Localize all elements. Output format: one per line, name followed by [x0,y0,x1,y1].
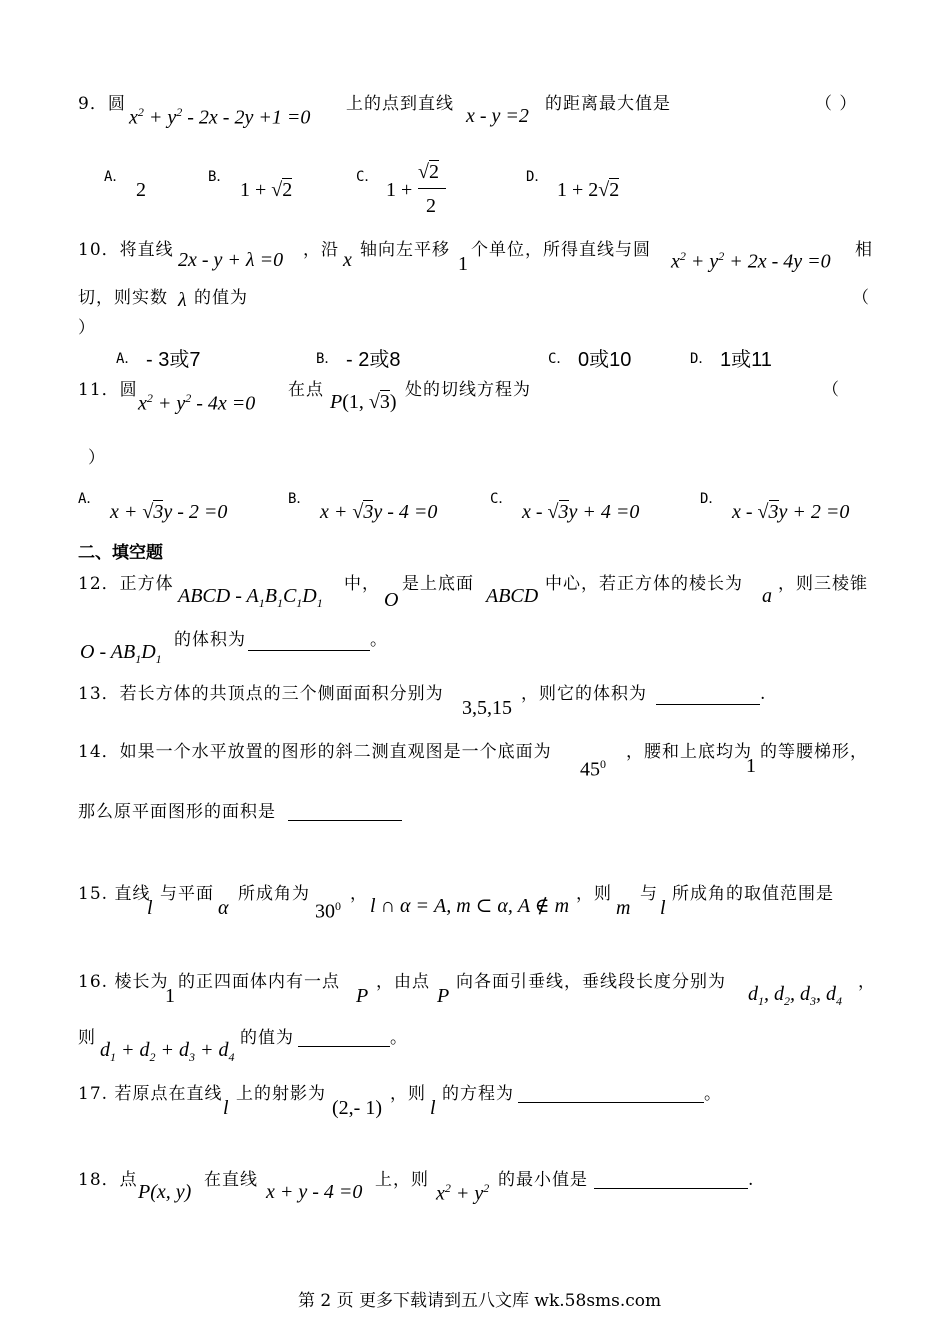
q10-stem-a: 10．将直线 [78,240,174,260]
q9-option-c-fraction-bar [418,188,446,189]
q11-option-a-label: A． [78,491,101,507]
q12-answer-blank[interactable] [248,650,370,651]
q12-end: 。 [370,630,388,650]
q11-option-d: x - √3y + 2 =0 [732,501,850,523]
q12-pyramid: O - $AB_1D_1$ [80,641,162,666]
q15-alpha: α [218,897,229,919]
q13-stem-b: ，则它的体积为 [521,684,647,704]
q10-stem-f: 切，则实数 [78,288,168,308]
q18-stem-d: 的最小值是 [498,1170,588,1190]
q15-m: m [616,897,631,919]
q10-line: 2x - y + λ =0 [178,249,284,271]
q17-line-l: l [223,1097,229,1119]
q13-answer-blank[interactable] [656,704,760,705]
q17-line-l2: l [430,1097,436,1119]
q16-point-p2: P [437,985,450,1007]
q14-stem-c: 的等腰梯形， [760,742,868,762]
q15-line-l: l [147,897,153,919]
q9-stem-b: 上的点到直线 [346,94,454,114]
q9-option-b-label: B． [208,169,231,185]
q9-stem-a: 9．圆 [78,94,126,114]
q12-cube: ABCD - $A_1B_1C_1D_1$ [178,585,323,610]
q16-end: 。 [390,1028,408,1048]
q10-stem-g: 的值为 [194,288,248,308]
q16-stem-e: ， [858,972,876,992]
q11-option-a: x + √3y - 2 =0 [110,501,228,523]
q15-stem-d: ，则 [576,884,612,904]
q10-option-d: 1或11 [720,349,772,371]
q10-paren-open: （ [852,288,870,308]
q15-stem-e: 与 [640,884,658,904]
q9-option-c-denominator: 2 [426,195,436,217]
q18-line: x + y - 4 =0 [266,1181,363,1203]
q10-stem-b: ，沿 [303,240,339,260]
q14-angle: $45^0$ [580,757,606,781]
q10-option-a: - 3或7 [146,349,201,371]
q15-stem-c: 所成角为 [238,884,310,904]
q18-end: . [748,1170,755,1190]
q18-expression: $x^2 + y^2$ [436,1181,490,1205]
q10-stem-e: 相 [855,240,873,260]
q12-edge-a: a [762,585,772,607]
q9-paren: （ ） [815,94,858,114]
q17-stem-b: 上的射影为 [236,1084,326,1104]
q16-stem-c: ，由点 [376,972,430,992]
q14-stem-d: 那么原平面图形的面积是 [78,802,276,822]
q11-point: P(1, √3) [330,391,397,413]
q10-stem-d: 个单位，所得直线与圆 [471,240,651,260]
q9-option-c-label: C． [356,169,379,185]
q12-stem-a: 12．正方体 [78,574,174,594]
q11-equation: $x^2 + y^2 - 4x =0$ [138,391,256,415]
q17-answer-blank[interactable] [518,1102,704,1103]
q11-stem-c: 处的切线方程为 [405,380,531,400]
section-title: 二、填空题 [78,543,163,563]
q16-stem-b: 的正四面体内有一点 [178,972,340,992]
q17-point: (2,- 1) [332,1097,382,1119]
q9-option-d: 1 + 2√2 [557,179,620,201]
q16-stem-d: 向各面引垂线，垂线段长度分别为 [456,972,726,992]
q11-stem-b: 在点 [288,380,324,400]
q11-option-c: x - √3y + 4 =0 [522,501,640,523]
q11-paren-close: ） [88,448,106,468]
q15-comma: ， [350,884,368,904]
q11-option-b: x + √3y - 4 =0 [320,501,438,523]
q10-option-c-label: C． [548,351,571,367]
q10-option-d-label: D． [690,351,713,367]
q17-end: 。 [704,1084,722,1104]
q16-stem-g: 的值为 [240,1028,294,1048]
q9-equation: $x^2 + y^2 - 2x - 2y +1 =0$ [129,105,311,129]
q15-stem-a: 15. 直线 [78,884,151,904]
q14-stem-a: 14．如果一个水平放置的图形的斜二测直观图是一个底面为 [78,742,552,762]
page-footer: 第 2 页 更多下载请到五八文库 wk.58sms.com [298,1291,662,1311]
q12-stem-c: 是上底面 [402,574,474,594]
q9-option-a-label: A． [104,169,127,185]
q11-option-c-label: C． [490,491,513,507]
q16-distances: $d_1$, $d_2$, $d_3$, $d_4$ [748,983,842,1008]
q12-stem-e: ，则三棱锥 [778,574,868,594]
q12-stem-d: 中心，若正方体的棱长为 [545,574,743,594]
q10-option-c: 0或10 [578,349,632,371]
q9-option-a: 2 [136,179,146,201]
q10-circle: $x^2 + y^2 + 2x - 4y =0$ [671,249,831,273]
q16-sum: $d_1 + d_2 + d_3 + d_4$ [100,1039,235,1064]
q10-num: 1 [458,253,468,275]
q9-line: x - y =2 [466,105,529,127]
q18-point: P(x, y) [138,1181,192,1203]
q16-stem-a: 16. 棱长为 [78,972,169,992]
q15-stem-f: 所成角的取值范围是 [672,884,834,904]
q11-option-d-label: D． [700,491,723,507]
q12-stem-b: 中， [344,574,380,594]
q18-stem-b: 在直线 [204,1170,258,1190]
q9-option-c-int: 1 + [386,179,413,201]
q18-stem-c: 上，则 [375,1170,429,1190]
q14-stem-b: ，腰和上底均为 [626,742,752,762]
q12-face: ABCD [486,585,539,607]
q10-option-a-label: A． [116,351,139,367]
q11-paren-open: （ [822,380,840,400]
q10-stem-c: 轴向左平移 [360,240,450,260]
q16-answer-blank[interactable] [298,1046,390,1047]
q13-values: 3,5,15 [462,697,512,719]
q16-one: 1 [165,985,175,1007]
q9-option-b: 1 + √2 [240,179,293,201]
q15-angle: $30^0$ [315,899,341,923]
q16-stem-f: 则 [78,1028,96,1048]
q11-stem-a: 11．圆 [78,380,138,400]
q10-lambda: λ [178,289,187,311]
q15-condition: l ∩ α = A, m ⊂ α, A ∉ m [370,895,570,917]
q14-one: 1 [746,755,756,777]
q13-stem-a: 13．若长方体的共顶点的三个侧面面积分别为 [78,684,444,704]
q10-axis: x [343,249,352,271]
q17-stem-a: 17. 若原点在直线 [78,1084,223,1104]
q9-option-c-numerator: √2 [418,161,439,183]
q17-stem-c: ，则 [390,1084,426,1104]
q12-stem-f: 的体积为 [174,630,246,650]
q12-point-o: O [384,589,399,611]
q16-point-p: P [356,985,369,1007]
q15-stem-b: 与平面 [160,884,214,904]
q9-stem-c: 的距离最大值是 [545,94,671,114]
q10-option-b-label: B． [316,351,339,367]
q10-paren-close: ） [78,318,96,338]
q13-end: . [760,684,767,704]
q18-answer-blank[interactable] [594,1188,748,1189]
q11-option-b-label: B． [288,491,311,507]
q15-line-l2: l [660,897,666,919]
q18-stem-a: 18．点 [78,1170,138,1190]
q14-answer-blank[interactable] [288,820,402,821]
q9-option-d-label: D． [526,169,549,185]
q17-stem-d: 的方程为 [442,1084,514,1104]
q10-option-b: - 2或8 [346,349,401,371]
